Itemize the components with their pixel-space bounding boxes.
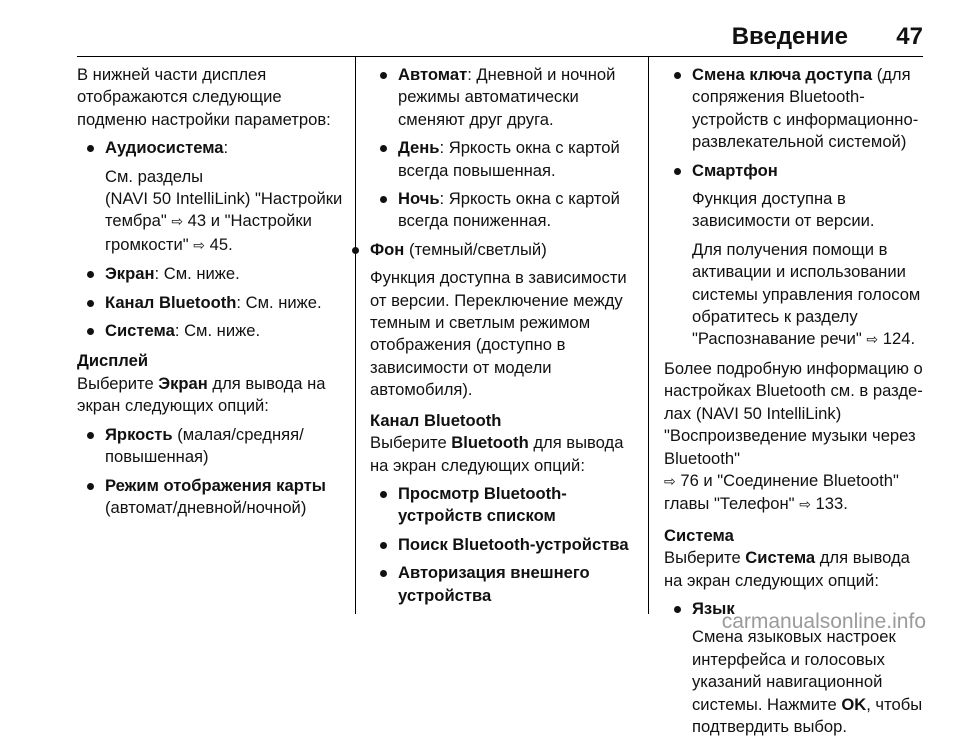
column-divider-1 <box>355 56 356 614</box>
list-item-auto: Автомат: Дневной и ночной режимы автоматически сменяют друг друга. <box>370 64 635 131</box>
column-1 <box>77 64 347 525</box>
list-item-bt-auth: Авторизация внешнего устройства <box>370 562 635 607</box>
arrow-ref-icon: ⇨ <box>664 473 676 490</box>
column-2 <box>370 64 635 613</box>
list-item-background: Фон (темный/светлый) <box>342 239 635 261</box>
smartphone-text-2: Для получения помощи в активации и использовании системы управления голосом обратитесь к разделу "Распознавание речи" ⇨ 124. <box>692 239 921 349</box>
header-rule <box>77 56 923 57</box>
list-item-audio: Аудиосистема: <box>77 137 347 159</box>
list-item-bluetooth: Канал Bluetooth: См. ниже. <box>77 292 347 314</box>
system-intro: Выберите Система для вывода на экран следующих опций: <box>664 548 910 590</box>
list-item-screen: Экран: См. ниже. <box>77 263 347 285</box>
list-item-night: Ночь: Яркость окна с картой всегда пониженная. <box>370 188 635 233</box>
list-item-brightness: Яркость (малая/средняя/повышенная) <box>77 424 347 469</box>
section-heading-display: Дисплей <box>77 351 149 371</box>
arrow-ref-icon: ⇨ <box>866 332 879 349</box>
more-info-text: Более подробную информацию о настройках Bluetooth см. в разделах (NAVI 50 IntelliLink) "Воспроизведение музыки через Bluetooth" ⇨ 76 и "Соединение Bluetooth" главы "Телефон" ⇨ 133. <box>664 358 923 514</box>
list-item-bt-search: Поиск Bluetooth-устройства <box>370 534 635 556</box>
smartphone-text-1: Функция доступна в зависимости от версии. <box>692 189 875 231</box>
column-divider-2 <box>648 56 649 614</box>
list-item-system: Система: См. ниже. <box>77 320 347 342</box>
background-description: Функция доступна в зависимости от версии. Переключение между темным и светлым режимом отображения (доступно в зависимости от модели автомобиля). <box>370 268 627 400</box>
watermark: carmanualsonline.info <box>721 610 926 633</box>
language-text: Смена языковых настроек интерфейса и голосовых указаний навигационной системы. Нажмите OK, чтобы подтвердить выбор. <box>692 627 923 736</box>
list-item-passkey: Смена ключа доступа (для сопряжения Bluetooth-устройств с информационно-развлекательной системой) <box>664 64 926 154</box>
page-header <box>0 0 960 56</box>
display-intro: Выберите Экран для вывода на экран следующих опций: <box>77 373 326 416</box>
list-item-language: Язык <box>664 598 926 620</box>
column-3 <box>664 64 926 744</box>
list-item-smartphone: Смартфон <box>664 160 926 182</box>
list-item-bt-list: Просмотр Bluetooth-устройств списком <box>370 483 635 528</box>
arrow-ref-icon: ⇨ <box>193 237 205 254</box>
intro-text: В нижней части дисплея отображаются следующие подменю настройки параметров: <box>77 65 331 129</box>
list-item-map-mode: Режим отображения карты (автомат/дневной/ночной) <box>77 475 347 520</box>
bluetooth-intro: Выберите Bluetooth для вывода на экран следующих опций: <box>370 433 624 475</box>
page-number: 47 <box>896 23 923 50</box>
list-item-day: День: Яркость окна с картой всегда повышенная. <box>370 137 635 182</box>
page-title: Введение <box>731 23 848 50</box>
arrow-ref-icon: ⇨ <box>171 214 184 231</box>
section-heading-bluetooth: Канал Bluetooth <box>370 410 502 430</box>
audio-description: См. разделы (NAVI 50 IntelliLink) "Настройки тембра" ⇨ 43 и "Настройки громкости" ⇨ 45. <box>105 166 343 254</box>
arrow-ref-icon: ⇨ <box>799 497 811 514</box>
section-heading-system: Система <box>664 525 734 545</box>
